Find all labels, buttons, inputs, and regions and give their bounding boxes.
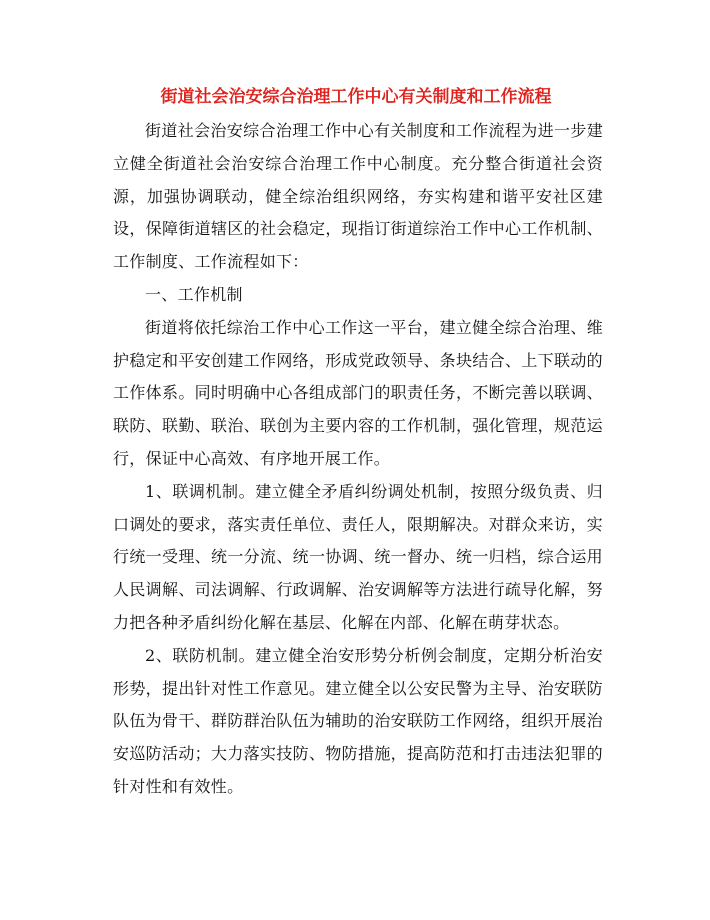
joint-defense-mechanism-paragraph: 2、联防机制。建立健全治安形势分析例会制度，定期分析治安形势，提出针对性工作意见。建立健全以公安民警为主导、治安联防队伍为骨干、群防群治队伍为辅助的治安联防工作网络，组织开展治安巡防活动；大力落实技防、物防措施，提高防范和打击违法犯罪的针对性和有效性。 — [113, 645, 603, 796]
mediation-mechanism-paragraph: 1、联调机制。建立健全矛盾纠纷调处机制，按照分级负责、归口调处的要求，落实责任单位、责任人，限期解决。对群众来访，实行统一受理、统一分流、统一协调、统一督办、统一归档，综合运用人民调解、司法调解、行政调解、治安调解等方法进行疏导化解，努力把各种矛盾纠纷化解在基层、化解在内部、化解在萌芽状态。 — [113, 481, 603, 632]
section-heading-work-mechanism: 一、工作机制 — [145, 284, 243, 304]
intro-paragraph: 街道社会治安综合治理工作中心有关制度和工作流程为进一步建立健全街道社会治安综合治理工作中心制度。充分整合街道社会资源，加强协调联动，健全综治组织网络，夯实构建和谐平安社区建设，保障街道辖区的社会稳定，现指订街道综治工作中心工作机制、工作制度、工作流程如下： — [113, 121, 603, 272]
document-body — [113, 115, 603, 804]
document-title: 街道社会治安综合治理工作中心有关制度和工作流程 — [160, 87, 552, 107]
work-mechanism-paragraph: 街道将依托综治工作中心工作这一平台，建立健全综合治理、维护稳定和平安创建工作网络，形成党政领导、条块结合、上下联动的工作体系。同时明确中心各组成部门的职责任务，不断完善以联调、联防、联勤、联治、联创为主要内容的工作机制，强化管理，规范运行，保证中心高效、有序地开展工作。 — [113, 317, 603, 468]
